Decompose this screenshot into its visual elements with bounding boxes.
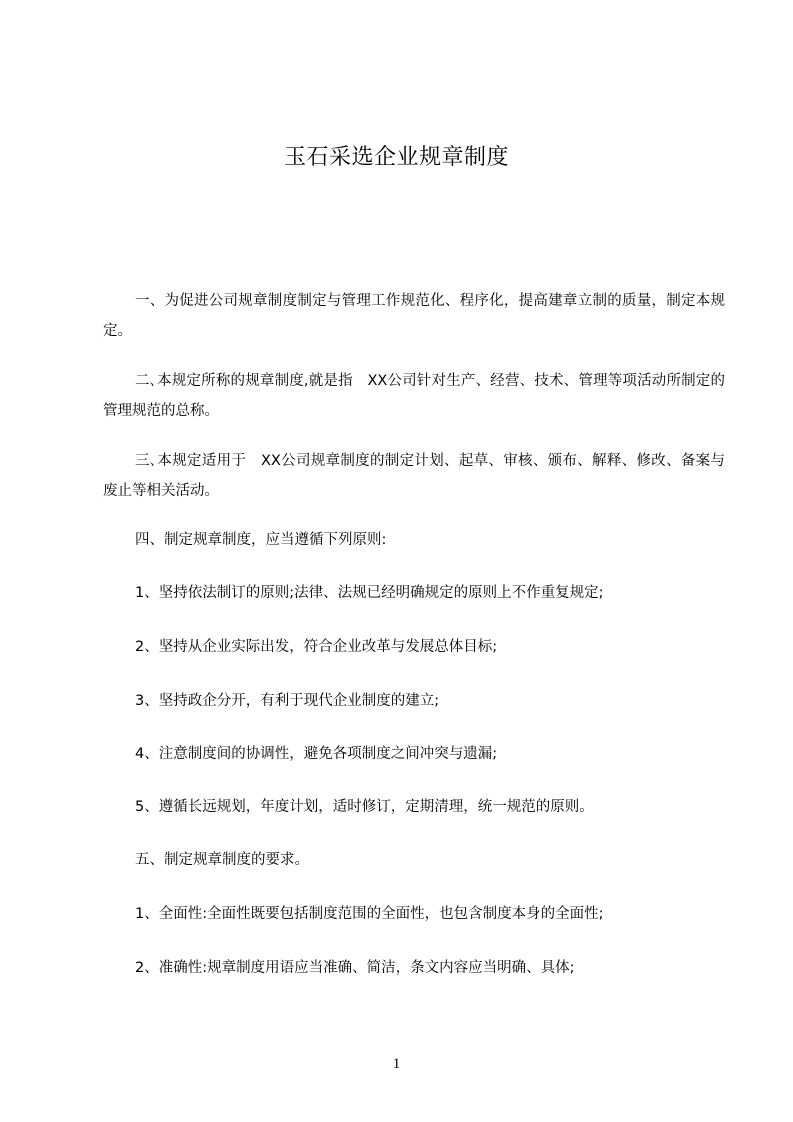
paragraph-4: 四、制定规章制度，应当遵循下列原则: bbox=[135, 532, 387, 548]
list-item-6: 1、全面性:全面性既要包括制度范围的全面性，也包含制度本身的全面性; bbox=[135, 906, 604, 922]
paragraph-3: 三､本规定适用于 XX公司规章制度的制定计划、起草、审核、颁布、解释、修改、备案与废止等相关活动。 bbox=[103, 453, 725, 499]
paragraph-5: 五、制定规章制度的要求。 bbox=[135, 852, 309, 868]
list-item-1: 1、坚持依法制订的原则;法律、法规已经明确规定的原则上不作重复规定; bbox=[135, 585, 604, 601]
list-item-3: 3、坚持政企分开，有利于现代企业制度的建立; bbox=[135, 693, 440, 709]
list-item-7: 2、准确性:规章制度用语应当准确、简洁，条文内容应当明确、具体; bbox=[135, 960, 575, 976]
paragraph-1: 一、为促进公司规章制度制定与管理工作规范化、程序化，提高建章立制的质量，制定本规定。 bbox=[103, 293, 725, 339]
list-item-2: 2、坚持从企业实际出发，符合企业改革与发展总体目标; bbox=[135, 639, 498, 655]
page-number: 1 bbox=[392, 1056, 401, 1072]
list-item-4: 4、注意制度间的协调性，避免各项制度之间冲突与遗漏; bbox=[135, 746, 498, 762]
paragraph-2: 二､本规定所称的规章制度,就是指 XX公司针对生产、经营、技术、管理等项活动所制定的管理规范的总称。 bbox=[103, 373, 725, 419]
document-title: 玉石采选企业规章制度 bbox=[283, 145, 509, 170]
list-item-5: 5、遵循长远规划，年度计划，适时修订，定期清理，统一规范的原则。 bbox=[135, 799, 594, 815]
